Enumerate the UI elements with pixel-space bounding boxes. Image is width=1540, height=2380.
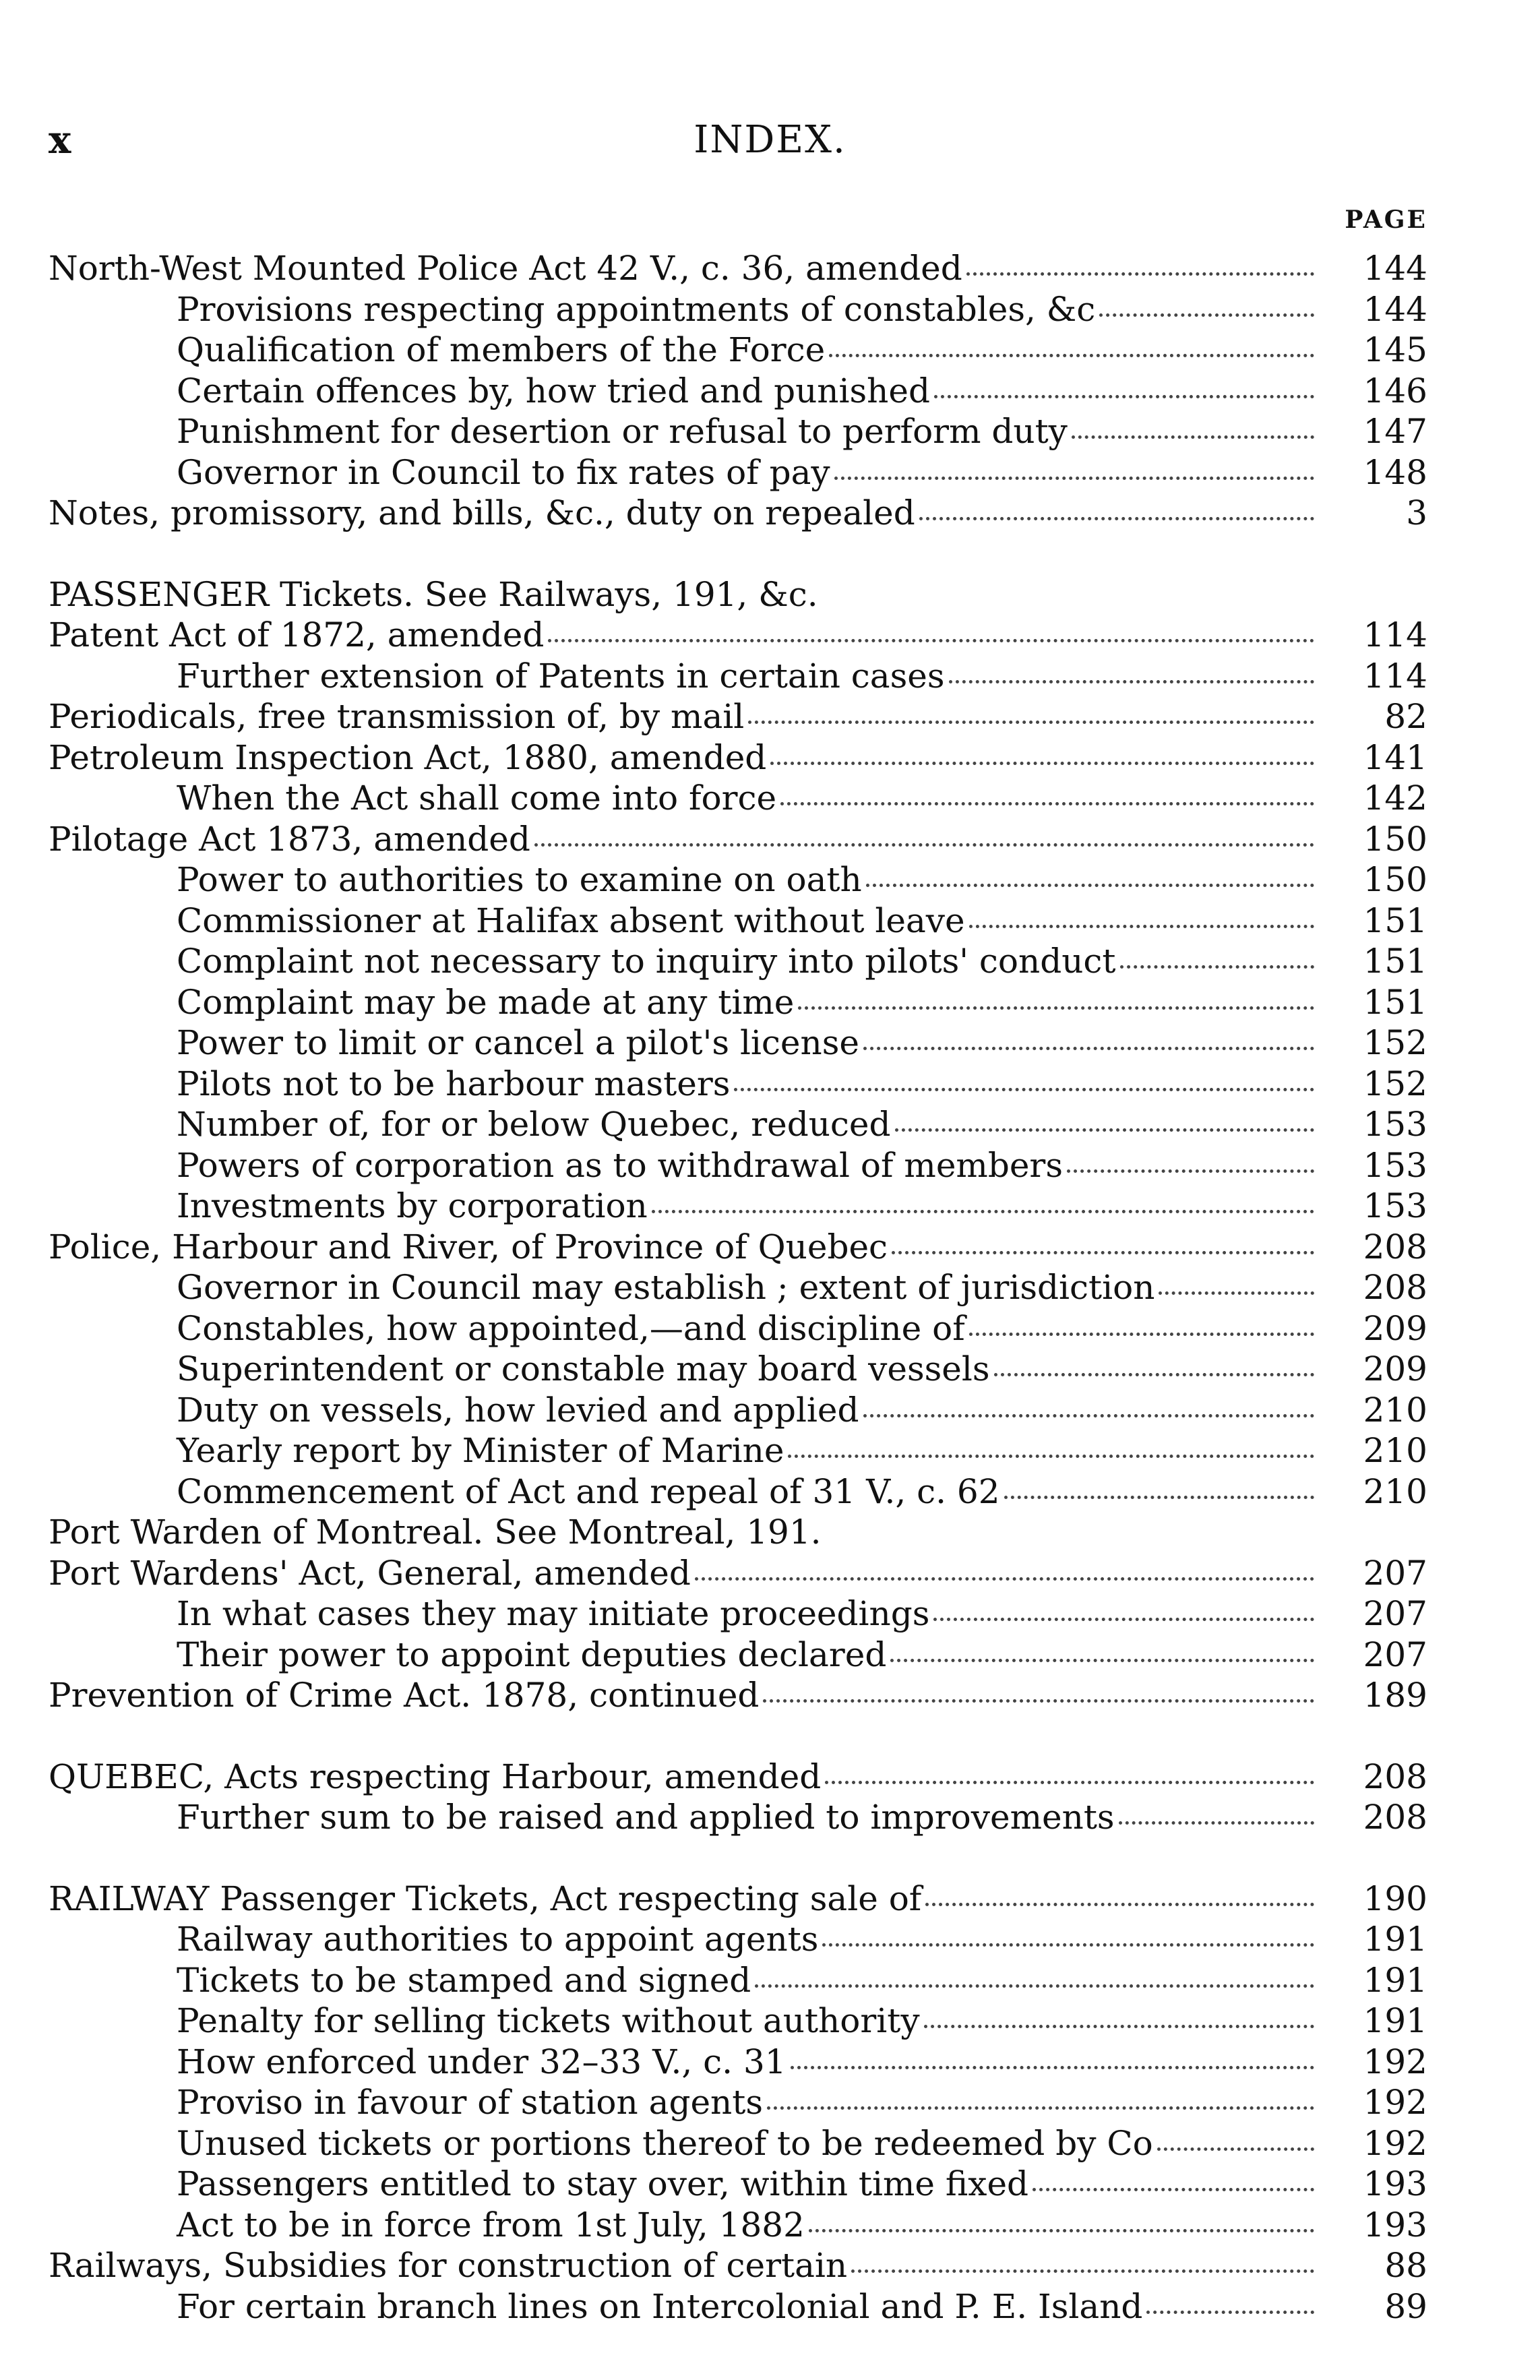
entry-page-number: 193 bbox=[1363, 2205, 1427, 2245]
entry-text: Complaint may be made at any time bbox=[177, 982, 795, 1022]
entry-text: Constables, how appointed,—and discipline of bbox=[177, 1308, 965, 1348]
entry-text: Certain offences by, how tried and punished bbox=[177, 371, 930, 410]
entry-page-number: 82 bbox=[1384, 697, 1427, 736]
entry-page-number: 150 bbox=[1363, 819, 1427, 859]
index-subentry bbox=[49, 2123, 1427, 2164]
index-entry bbox=[49, 1757, 1427, 1798]
dot-leader bbox=[969, 918, 1314, 928]
index-subentry bbox=[49, 2164, 1427, 2205]
entry-page-number: 148 bbox=[1363, 452, 1427, 492]
entry-page-number: 210 bbox=[1363, 1390, 1427, 1430]
index-entry bbox=[49, 1227, 1427, 1268]
entry-page-number: 114 bbox=[1363, 656, 1427, 696]
index-subentry bbox=[49, 1186, 1427, 1227]
entry-page-number: 88 bbox=[1384, 2246, 1427, 2285]
index-subentry bbox=[49, 2205, 1427, 2246]
entry-page-number: 151 bbox=[1363, 942, 1427, 981]
entry-page-number: 207 bbox=[1363, 1553, 1427, 1593]
entry-page-number: 142 bbox=[1363, 779, 1427, 818]
entry-page-number: 153 bbox=[1363, 1105, 1427, 1144]
entry-page-number: 152 bbox=[1363, 1023, 1427, 1062]
entry-text: Penalty for selling tickets without authority bbox=[177, 2001, 920, 2040]
index-subentry bbox=[49, 289, 1427, 330]
index-subentry bbox=[49, 2082, 1427, 2123]
dot-leader bbox=[748, 714, 1314, 724]
entry-text: Railway authorities to appoint agents bbox=[177, 1920, 819, 1959]
index-entry bbox=[49, 615, 1427, 656]
entry-text: Prevention of Crime Act. 1878, continued bbox=[49, 1676, 760, 1715]
dot-leader bbox=[1067, 1163, 1314, 1173]
index-entry bbox=[49, 1675, 1427, 1716]
entry-text: When the Act shall come into force bbox=[177, 779, 777, 818]
entry-page-number: 207 bbox=[1363, 1594, 1427, 1633]
entry-page-number: 191 bbox=[1363, 1920, 1427, 1959]
entry-text: QUEBEC, Acts respecting Harbour, amended bbox=[49, 1757, 822, 1796]
entry-page-number: 146 bbox=[1363, 371, 1427, 410]
dot-leader bbox=[755, 1978, 1314, 1988]
entry-text: Complaint not necessary to inquiry into pilots' conduct bbox=[177, 942, 1116, 981]
index-subentry bbox=[49, 371, 1427, 412]
dot-leader bbox=[829, 347, 1314, 357]
index-entries bbox=[49, 248, 1427, 2327]
index-subentry bbox=[49, 1471, 1427, 1513]
entry-page-number: 208 bbox=[1363, 1227, 1427, 1267]
entry-text: Further extension of Patents in certain cases bbox=[177, 656, 945, 696]
entry-page-number: 193 bbox=[1363, 2164, 1427, 2203]
entry-page-number: 209 bbox=[1363, 1308, 1427, 1348]
entry-text: Commissioner at Halifax absent without leave bbox=[177, 901, 965, 940]
dot-leader bbox=[763, 1692, 1314, 1703]
index-subentry bbox=[49, 859, 1427, 901]
entry-page-number: 145 bbox=[1363, 330, 1427, 369]
index-subentry bbox=[49, 1104, 1427, 1145]
entry-text: For certain branch lines on Intercolonial and P. E. Island bbox=[177, 2286, 1143, 2326]
index-subentry bbox=[49, 982, 1427, 1023]
index-subentry bbox=[49, 2001, 1427, 2042]
entry-text: North-West Mounted Police Act 42 V., c. 36, amended bbox=[49, 249, 962, 288]
dot-leader bbox=[863, 1040, 1314, 1050]
entry-text: Power to authorities to examine on oath bbox=[177, 860, 862, 899]
entry-page-number: 189 bbox=[1363, 1676, 1427, 1715]
entry-text: Port Warden of Montreal. See Montreal, 191. bbox=[49, 1513, 822, 1552]
dot-leader bbox=[1099, 307, 1314, 317]
index-subentry bbox=[49, 2042, 1427, 2083]
entry-page-number: 208 bbox=[1363, 1268, 1427, 1307]
entry-text: Tickets to be stamped and signed bbox=[177, 1960, 751, 2000]
index-subentry bbox=[49, 1145, 1427, 1186]
dot-leader bbox=[994, 1366, 1314, 1376]
entry-page-number: 192 bbox=[1363, 2123, 1427, 2163]
entry-page-number: 152 bbox=[1363, 1064, 1427, 1103]
dot-leader bbox=[734, 1081, 1314, 1091]
dot-leader bbox=[788, 1448, 1314, 1458]
index-subentry bbox=[49, 1064, 1427, 1105]
dot-leader bbox=[822, 1936, 1314, 1947]
dot-leader bbox=[969, 1326, 1314, 1336]
entry-text: Passengers entitled to stay over, within time fixed bbox=[177, 2164, 1029, 2203]
entry-text: Commencement of Act and repeal of 31 V., c. 62 bbox=[177, 1471, 1000, 1511]
index-entry bbox=[49, 1512, 1427, 1553]
section-gap bbox=[49, 1716, 1427, 1757]
dot-leader bbox=[695, 1570, 1314, 1581]
entry-text: Periodicals, free transmission of, by mail bbox=[49, 697, 745, 736]
index-subentry bbox=[49, 411, 1427, 452]
entry-page-number: 192 bbox=[1363, 2083, 1427, 2122]
dot-leader bbox=[1120, 958, 1314, 969]
entry-text: RAILWAY Passenger Tickets, Act respecting sale of bbox=[49, 1879, 922, 1918]
entry-text: Investments by corporation bbox=[177, 1186, 648, 1225]
entry-text: Qualification of members of the Force bbox=[177, 330, 826, 369]
entry-page-number: 141 bbox=[1363, 737, 1427, 777]
dot-leader bbox=[949, 673, 1314, 683]
entry-text: Further sum to be raised and applied to improvements bbox=[177, 1798, 1115, 1837]
dot-leader bbox=[834, 470, 1314, 480]
dot-leader bbox=[933, 1611, 1314, 1621]
dot-leader bbox=[1072, 429, 1314, 439]
dot-leader bbox=[925, 1896, 1314, 1906]
entry-page-number: 144 bbox=[1363, 289, 1427, 329]
entry-text: Unused tickets or portions thereof to be redeemed by Co bbox=[177, 2123, 1153, 2163]
dot-leader bbox=[1033, 2181, 1314, 2191]
dot-leader bbox=[1157, 2141, 1314, 2151]
entry-text: PASSENGER Tickets. See Railways, 191, &c. bbox=[49, 574, 818, 614]
entry-text: Powers of corporation as to withdrawal of members bbox=[177, 1145, 1063, 1185]
entry-text: Punishment for desertion or refusal to perform duty bbox=[177, 412, 1068, 451]
dot-leader bbox=[1004, 1489, 1314, 1499]
index-subentry bbox=[49, 452, 1427, 493]
entry-text: Notes, promissory, and bills, &c., duty on repealed bbox=[49, 493, 915, 532]
index-subentry bbox=[49, 941, 1427, 982]
entry-page-number: 210 bbox=[1363, 1471, 1427, 1511]
entry-text: Their power to appoint deputies declared bbox=[177, 1635, 887, 1674]
index-subentry bbox=[49, 1267, 1427, 1308]
dot-leader bbox=[770, 755, 1314, 765]
index-subentry bbox=[49, 2286, 1427, 2327]
dot-leader bbox=[890, 1652, 1314, 1662]
index-subentry bbox=[49, 901, 1427, 942]
entry-page-number: 208 bbox=[1363, 1798, 1427, 1837]
entry-page-number: 209 bbox=[1363, 1349, 1427, 1389]
index-subentry bbox=[49, 1349, 1427, 1390]
dot-leader bbox=[866, 877, 1314, 887]
dot-leader bbox=[825, 1774, 1314, 1784]
entry-page-number: 191 bbox=[1363, 2001, 1427, 2040]
entry-text: Governor in Council to fix rates of pay bbox=[177, 452, 830, 492]
entry-text: Number of, for or below Quebec, reduced bbox=[177, 1105, 891, 1144]
index-entry bbox=[49, 696, 1427, 737]
index-subentry bbox=[49, 1023, 1427, 1064]
dot-leader bbox=[1146, 2304, 1314, 2314]
entry-page-number: 114 bbox=[1363, 615, 1427, 654]
entry-page-number: 150 bbox=[1363, 860, 1427, 899]
dot-leader bbox=[767, 2100, 1314, 2110]
entry-page-number: 210 bbox=[1363, 1431, 1427, 1470]
index-subentry bbox=[49, 1308, 1427, 1349]
dot-leader bbox=[548, 632, 1314, 642]
entry-page-number: 208 bbox=[1363, 1757, 1427, 1796]
dot-leader bbox=[966, 266, 1314, 276]
index-entry bbox=[49, 819, 1427, 860]
index-subentry bbox=[49, 656, 1427, 697]
section-gap bbox=[49, 534, 1427, 574]
index-subentry bbox=[49, 778, 1427, 819]
dot-leader bbox=[924, 2018, 1314, 2028]
entry-page-number: 147 bbox=[1363, 412, 1427, 451]
page-folio: x bbox=[49, 118, 71, 162]
entry-page-number: 89 bbox=[1384, 2286, 1427, 2326]
entry-page-number: 151 bbox=[1363, 901, 1427, 940]
dot-leader bbox=[791, 2059, 1314, 2069]
entry-page-number: 153 bbox=[1363, 1186, 1427, 1225]
index-subentry bbox=[49, 1390, 1427, 1431]
index-subentry bbox=[49, 1960, 1427, 2001]
entry-page-number: 207 bbox=[1363, 1635, 1427, 1674]
dot-leader bbox=[892, 1244, 1314, 1254]
section-gap bbox=[49, 1838, 1427, 1879]
entry-text: Port Wardens' Act, General, amended bbox=[49, 1553, 691, 1593]
entry-text: Power to limit or cancel a pilot's license bbox=[177, 1023, 859, 1062]
entry-text: Yearly report by Minister of Marine bbox=[177, 1431, 784, 1470]
entry-page-number: 144 bbox=[1363, 249, 1427, 288]
index-entry bbox=[49, 574, 1427, 615]
entry-text: Railways, Subsidies for construction of certain bbox=[49, 2246, 848, 2285]
dot-leader bbox=[1119, 1814, 1314, 1825]
dot-leader bbox=[1159, 1285, 1314, 1295]
dot-leader bbox=[652, 1203, 1314, 1213]
index-subentry bbox=[49, 1430, 1427, 1471]
entry-page-number: 192 bbox=[1363, 2042, 1427, 2081]
dot-leader bbox=[863, 1407, 1314, 1417]
index-subentry bbox=[49, 1593, 1427, 1635]
entry-text: Police, Harbour and River, of Province of Quebec bbox=[49, 1227, 888, 1267]
index-subentry bbox=[49, 1919, 1427, 1960]
dot-leader bbox=[780, 795, 1314, 805]
entry-text: Patent Act of 1872, amended bbox=[49, 615, 545, 654]
index-subentry bbox=[49, 1797, 1427, 1838]
index-subentry bbox=[49, 330, 1427, 371]
entry-page-number: 151 bbox=[1363, 982, 1427, 1022]
dot-leader bbox=[798, 1000, 1314, 1010]
entry-text: Act to be in force from 1st July, 1882 bbox=[177, 2205, 805, 2245]
entry-text: Superintendent or constable may board vessels bbox=[177, 1349, 990, 1389]
entry-text: Pilots not to be harbour masters bbox=[177, 1064, 731, 1103]
entry-text: How enforced under 32–33 V., c. 31 bbox=[177, 2042, 787, 2081]
dot-leader bbox=[534, 836, 1314, 847]
index-subentry bbox=[49, 1635, 1427, 1676]
entry-text: In what cases they may initiate proceedings bbox=[177, 1594, 930, 1633]
index-entry bbox=[49, 737, 1427, 779]
entry-text: Proviso in favour of station agents bbox=[177, 2083, 763, 2122]
entry-page-number: 3 bbox=[1406, 493, 1427, 532]
page-header bbox=[0, 118, 1540, 172]
entry-text: Pilotage Act 1873, amended bbox=[49, 819, 530, 859]
dot-leader bbox=[895, 1122, 1314, 1132]
entry-page-number: 190 bbox=[1363, 1879, 1427, 1918]
index-entry bbox=[49, 1553, 1427, 1594]
index-entry bbox=[49, 1879, 1427, 1920]
index-entry bbox=[49, 493, 1427, 534]
index-entry bbox=[49, 248, 1427, 289]
dot-leader bbox=[851, 2263, 1314, 2273]
dot-leader bbox=[934, 388, 1314, 398]
running-title: INDEX. bbox=[694, 118, 846, 162]
dot-leader bbox=[919, 510, 1314, 520]
entry-text: Provisions respecting appointments of constables, &c bbox=[177, 289, 1096, 329]
entry-text: Petroleum Inspection Act, 1880, amended bbox=[49, 737, 767, 777]
entry-text: Duty on vessels, how levied and applied bbox=[177, 1390, 859, 1430]
index-entry bbox=[49, 2245, 1427, 2286]
entry-page-number: 153 bbox=[1363, 1145, 1427, 1185]
entry-text: Governor in Council may establish ; extent of jurisdiction bbox=[177, 1268, 1155, 1307]
page-column-label: PAGE bbox=[1345, 206, 1427, 234]
dot-leader bbox=[809, 2222, 1314, 2232]
entry-page-number: 191 bbox=[1363, 1960, 1427, 2000]
